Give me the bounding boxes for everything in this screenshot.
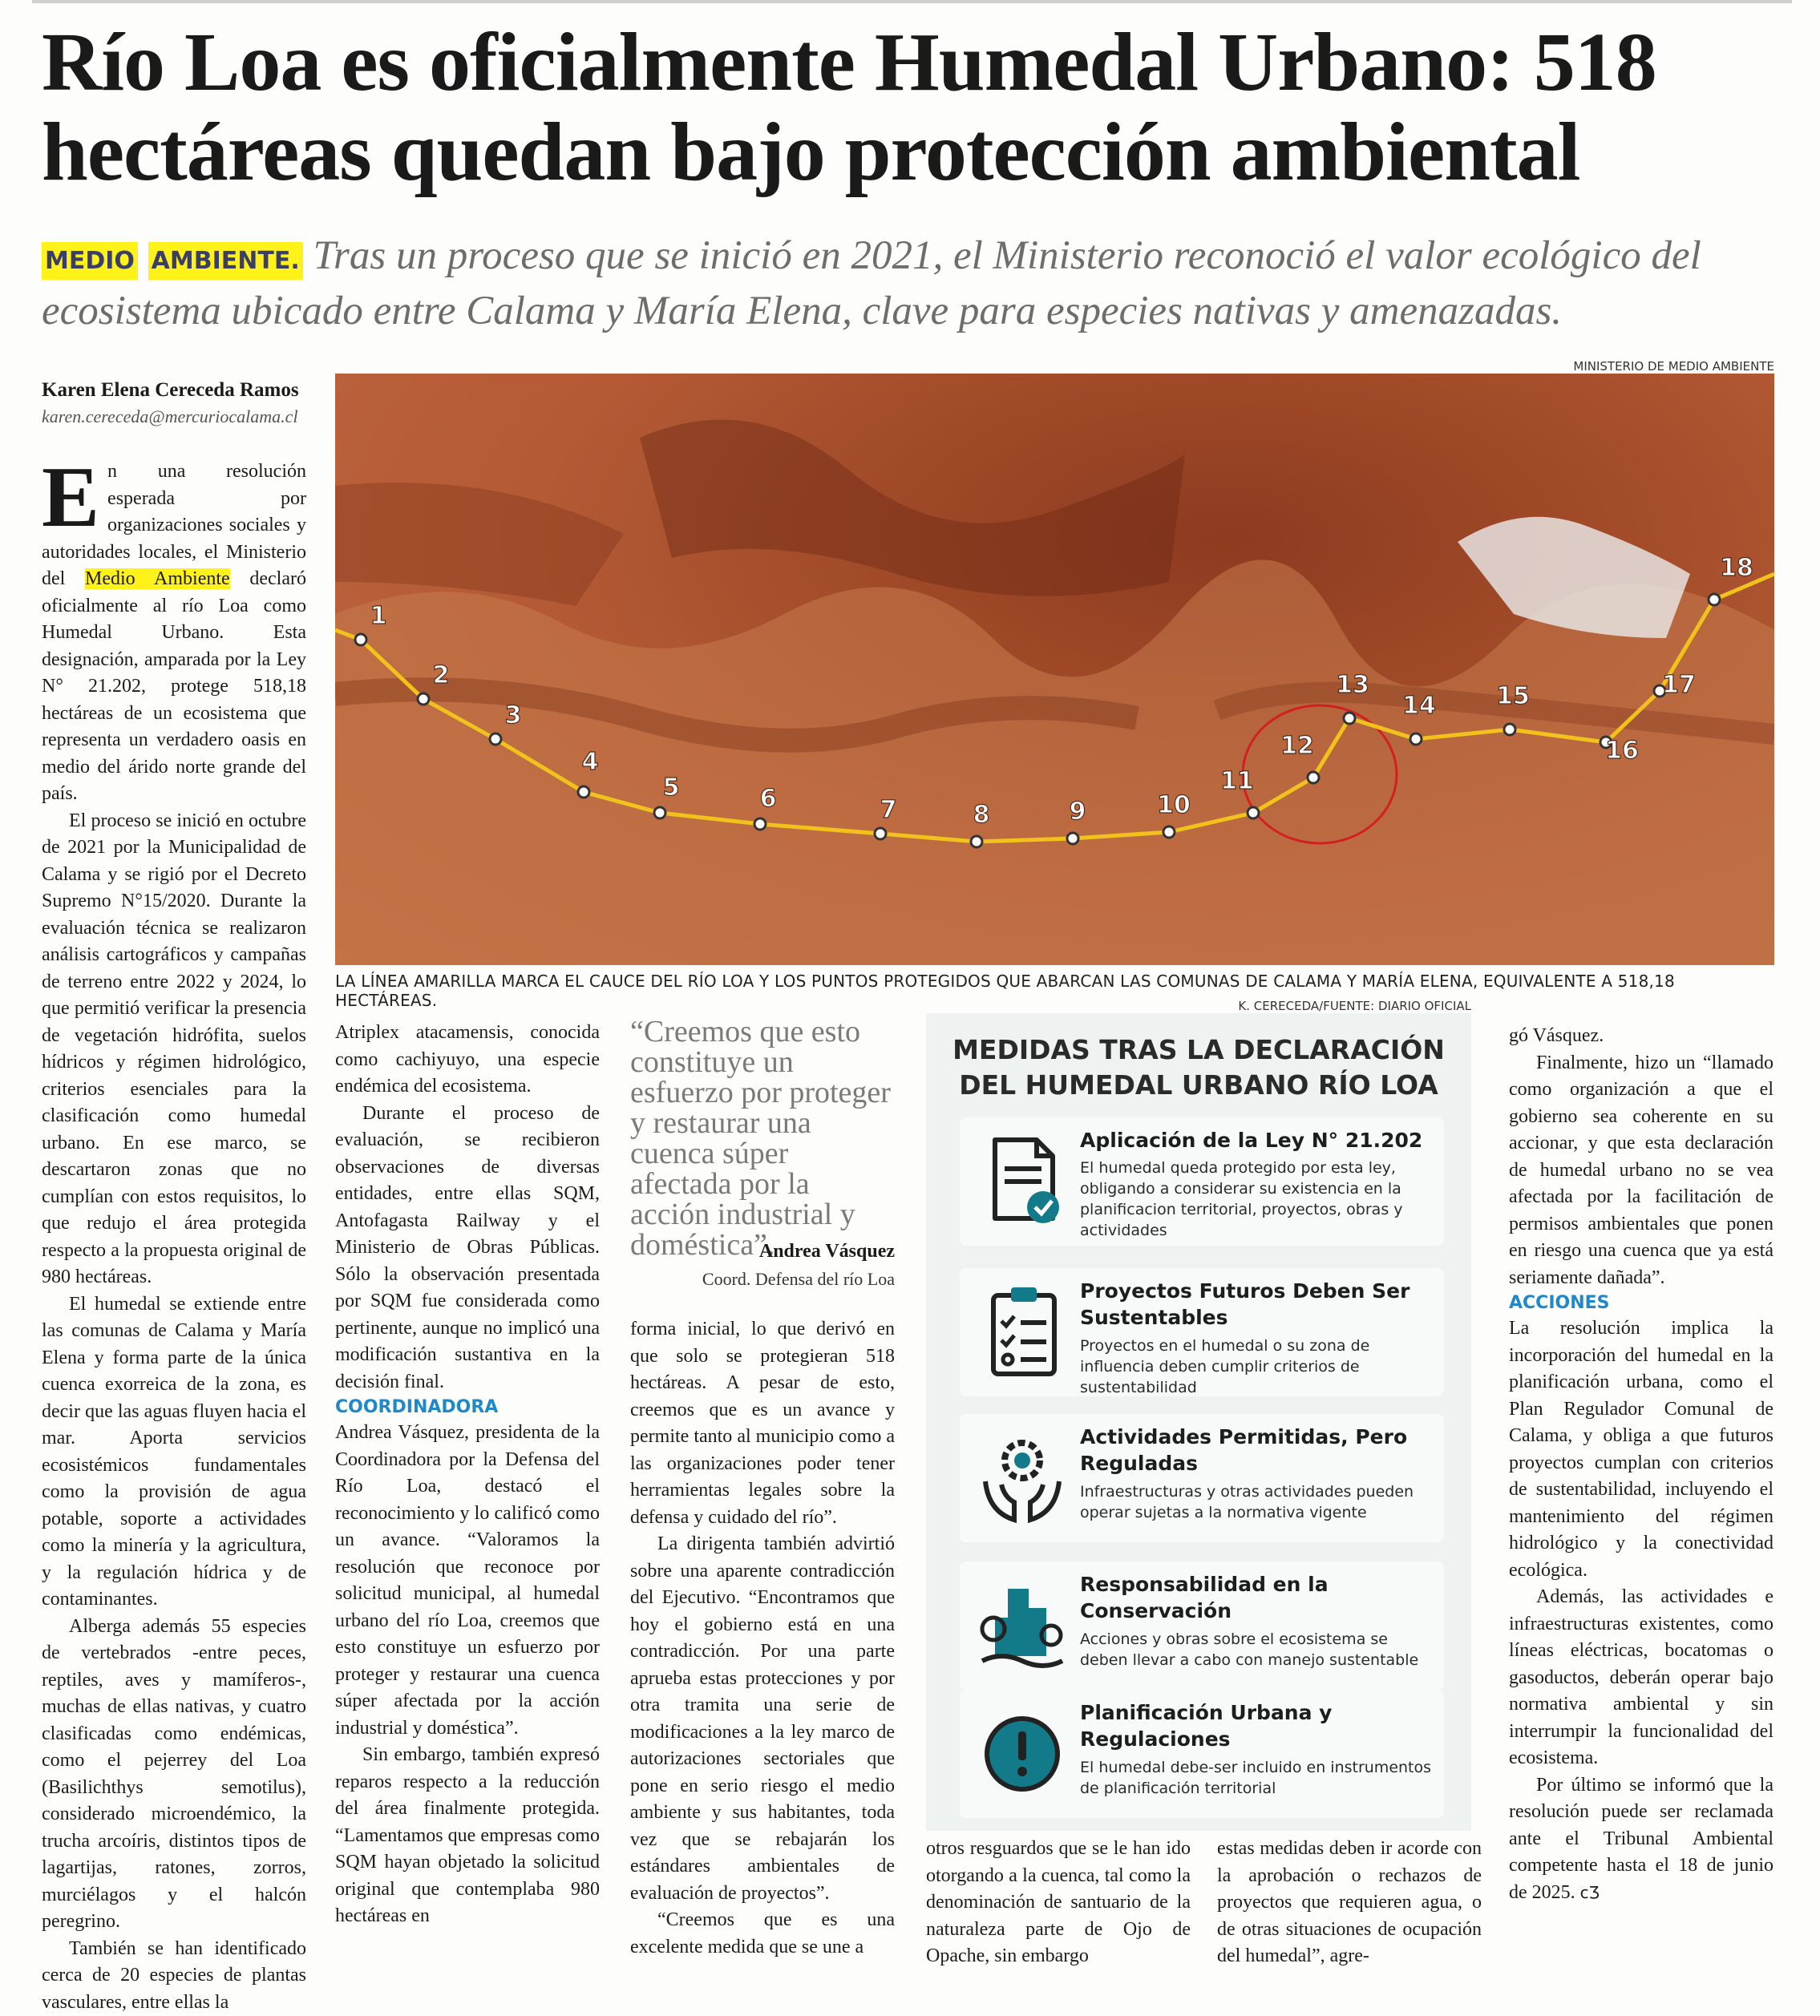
map-point-marker	[1344, 713, 1355, 724]
item-title: Aplicación de la Ley N° 21.202	[1080, 1127, 1433, 1153]
map-point-label: 3	[505, 701, 522, 729]
item-title: Proyectos Futuros Deben Ser Sustentables	[1080, 1278, 1433, 1331]
column-4	[926, 1836, 1191, 1964]
quote-author: Andrea Vásquez	[630, 1241, 895, 1263]
author-email: karen.cereceda@mercuriocalama.cl	[42, 404, 314, 430]
text-run: declaró oficialmente al río Loa como Humedal Urbano. Esta designación, amparada por la Ley N° 21.202, protege 518,18 hectáreas de un ecosistema que representa un verdadero oasis en medio del árido norte grande del país.	[42, 568, 306, 804]
headline: Río Loa es oficialmente Humedal Urbano: 518 hectáreas quedan bajo protección ambiental	[42, 18, 1790, 197]
end-mark: ᴄƷ	[1580, 1883, 1600, 1902]
item-description: El humedal debe-ser incluido en instrumentos de planificación territorial	[1080, 1757, 1433, 1799]
map-point-marker	[1067, 833, 1078, 844]
infobox-credit: K. CERECEDA/FUENTE: DIARIO OFICIAL	[926, 999, 1471, 1013]
section-tag-medio: MEDIO	[42, 242, 138, 280]
paragraph	[1509, 1772, 1773, 1907]
paragraph: El proceso se inició en octubre de 2021 por la Municipalidad de Calama y se rigió por el Decreto Supremo N°15/2020. Durante la evaluación técnica se realizaron análisis cartográficos y campañas de terreno entre 2022 y 2024, lo que permitió verificar la presencia de vegetación hidrófita, suelos hídricos y régimen hidrológico, criterios esenciales para la clasificación como humedal urbano. En ese marco, se descartaron zonas que no cumplían con estos requisitos, lo que redujo el área protegida respecto a la propuesta original de 980 hectáreas.	[42, 808, 306, 1291]
item-description: Infraestructuras y otras actividades pueden operar sujetas a la normativa vigente	[1080, 1481, 1433, 1523]
map-point-marker	[1308, 772, 1319, 783]
item-description: El humedal queda protegido por esta ley, obligando a considerar su existencia en la planificacion territorial, proyectos, obras y actividades	[1080, 1157, 1433, 1241]
paragraph: Sin embargo, también expresó reparos respecto a la reducción del área finalmente protegida. “Lamentamos que empresas como SQM hayan objetado la solicitud original que contemplaba 980 hectáreas en	[335, 1742, 600, 1930]
map-point-marker	[654, 807, 665, 818]
paragraph: También se han identificado cerca de 20 especies de plantas vasculares, entre ellas la	[42, 1936, 306, 2016]
map-point-marker	[971, 836, 982, 847]
infobox-item	[960, 1690, 1444, 1818]
paragraph: Alberga además 55 especies de vertebrados -entre peces, reptiles, aves y mamíferos-, muchas de ellas nativas, y cuatro clasificadas como endémicas, como el pejerrey del Loa (Basilichthys semotilus), considerado microendémico, la trucha arcoíris, distintos tipos de lagartijas, ratones, zorros, murciélagos y el halcón peregrino.	[42, 1614, 306, 1936]
map-point-marker	[1410, 733, 1422, 745]
highlighted-term: Medio Ambiente	[85, 568, 230, 589]
paragraph: otros resguardos que se le han ido otorgando a la cuenca, tal como la denominación de santuario de la naturaleza parte de Ojo de Opache, sin embargo	[926, 1836, 1191, 1970]
item-title: Responsabilidad en la Conservación	[1080, 1571, 1433, 1624]
map-point-label: 15	[1496, 682, 1530, 710]
infobox	[926, 1013, 1471, 1831]
map-point-label: 18	[1720, 554, 1753, 582]
column-2	[335, 1020, 600, 1965]
checklist-icon	[977, 1279, 1067, 1384]
infobox-item	[960, 1414, 1444, 1542]
kicker	[42, 231, 1790, 336]
paragraph: Además, las actividades e infraestructuras existentes, como líneas eléctricas, bocatomas o gasoductos, deberán operar bajo normativa ambiental y sin interrumpir la funcionalidad del ecosistema.	[1509, 1584, 1773, 1772]
infobox-item	[960, 1561, 1444, 1690]
item-title: Planificación Urbana y Regulaciones	[1080, 1699, 1433, 1752]
paragraph: La dirigenta también advirtió sobre una aparente contradicción del Ejecutivo. “Encontramos que hoy el gobierno está en una contradicción. Por una parte aprueba estas protecciones y por otra tramita una serie de modificaciones a la ley marco de autorizaciones sectoriales que pone en serio riesgo el medio ambiente y sus habitantes, toda vez que se rebajarán los estándares ambientales de evaluación de proyectos”.	[630, 1531, 895, 1907]
map-point-label: 13	[1336, 671, 1369, 699]
pull-quote: “Creemos que esto constituye un esfuerzo por proteger y restaurar una cuenca súper afectada por la acción industrial y doméstica”.	[630, 1016, 895, 1260]
author-name: Karen Elena Cereceda Ramos	[42, 377, 314, 404]
map-caption: LA LÍNEA AMARILLA MARCA EL CAUCE DEL RÍO LOA Y LOS PUNTOS PROTEGIDOS QUE ABARCAN LAS COMUNAS DE CALAMA Y MARÍA ELENA, EQUIVALENTE A 518,18 HECTÁREAS.	[335, 972, 1774, 1010]
map-point-label: 6	[760, 785, 777, 813]
map-point-label: 10	[1157, 791, 1191, 819]
map-point-label: 16	[1605, 737, 1639, 765]
map-point-label: 7	[880, 796, 897, 824]
map-point-label: 1	[370, 602, 387, 630]
quote-role: Coord. Defensa del río Loa	[630, 1269, 895, 1290]
map-point-label: 12	[1280, 732, 1314, 760]
column-1	[42, 459, 306, 1965]
text-run: n una resolución esperada por organizaciones sociales y autoridades locales, el Ministerio del	[42, 461, 306, 589]
paragraph: estas medidas deben ir acorde con la aprobación o rechazos de proyectos que requieren agua, o de otras situaciones de ocupación del humedal”, agre-	[1217, 1836, 1482, 1970]
section-tag-ambiente: AMBIENTE.	[148, 242, 303, 280]
infobox-title: MEDIDAS TRAS LA DECLARACIÓN DEL HUMEDAL URBANO RÍO LOA	[926, 1032, 1471, 1103]
byline	[42, 377, 314, 430]
column-5	[1217, 1836, 1482, 1964]
top-rule	[32, 0, 1792, 3]
item-title: Actividades Permitidas, Pero Reguladas	[1080, 1424, 1433, 1477]
gear-hands-icon	[977, 1425, 1067, 1529]
paragraph: Atriplex atacamensis, conocida como cachiyuyo, una especie endémica del ecosistema.	[335, 1020, 600, 1101]
satellite-map	[335, 374, 1774, 965]
map-credit: MINISTERIO DE MEDIO AMBIENTE	[1555, 359, 1774, 374]
paragraph: El humedal se extiende entre las comunas de Calama y María Elena y forma parte de la única cuenca exorreica de la zona, es decir que las aguas fluyen hacia el mar. Aporta servicios ecosistémicos fundamentales como la provisión de agua potable, soporte a actividades como la minería y la agricultura, y la regulación hídrica y de contaminantes.	[42, 1291, 306, 1614]
paragraph	[42, 459, 306, 808]
map-graphic	[335, 374, 1774, 965]
column-3	[630, 1316, 895, 1965]
subhead-acciones: ACCIONES	[1509, 1291, 1773, 1315]
infobox-item	[960, 1268, 1444, 1396]
map-point-marker	[490, 733, 501, 745]
map-point-label: 2	[433, 661, 450, 689]
map-point-marker	[355, 634, 366, 645]
map-point-marker	[1163, 826, 1175, 838]
paragraph: “Creemos que es una excelente medida que se une a	[630, 1907, 895, 1961]
map-point-marker	[578, 786, 589, 798]
paragraph: Andrea Vásquez, presidenta de la Coordinadora por la Defensa del Río Loa, destacó el reconocimiento y lo calificó como un avance. “Valoramos la resolución que reconoce por solicitud municipal, al humedal urbano del río Loa, creemos que esto constituye un esfuerzo por proteger y restaurar una cuenca súper afectada por la acción industrial y doméstica”.	[335, 1420, 600, 1742]
city-nature-icon	[977, 1573, 1067, 1677]
map-point-label: 9	[1070, 798, 1086, 826]
map-point-marker	[1709, 594, 1720, 605]
column-6	[1509, 1023, 1773, 1969]
map-point-label: 17	[1662, 671, 1696, 699]
map-point-marker	[875, 828, 886, 839]
paragraph: Finalmente, hizo un “llamado como organización a que el gobierno sea coherente en su accionar, y que esta declaración de humedal urbano no se vea afectada por la facilitación de permisos ambientales que ponen en riesgo una cuenca que ya está seriamente dañada”.	[1509, 1050, 1773, 1292]
document-check-icon	[977, 1129, 1067, 1233]
alert-icon	[977, 1701, 1067, 1805]
subhead-coordinadora: COORDINADORA	[335, 1396, 600, 1420]
map-point-label: 14	[1402, 692, 1436, 720]
map-point-marker	[1248, 807, 1259, 818]
drop-cap: E	[42, 463, 99, 532]
map-point-label: 4	[582, 748, 599, 776]
item-description: Proyectos en el humedal o su zona de influencia deben cumplir criterios de sustentabilidad	[1080, 1335, 1433, 1398]
paragraph: forma inicial, lo que derivó en que solo se protegieran 518 hectáreas. A pesar de esto, creemos que es un avance y permite tanto al municipio como a las organizaciones poder tener herramientas legales sobre la defensa y cuidado del río”.	[630, 1316, 895, 1531]
map-point-label: 11	[1220, 767, 1254, 795]
kicker-text: Tras un proceso que se inició en 2021, el Ministerio reconoció el valor ecológico del ecosistema ubicado entre Calama y María Elena, clave para especies nativas y amenazadas.	[42, 233, 1701, 333]
item-description: Acciones y obras sobre el ecosistema se deben llevar a cabo con manejo sustentable	[1080, 1629, 1433, 1671]
infobox-item	[960, 1117, 1444, 1246]
map-point-marker	[1504, 724, 1515, 735]
map-point-label: 8	[973, 801, 990, 829]
paragraph: La resolución implica la incorporación del humedal en la planificación urbana, como el Plan Regulador Comunal de Calama, y obliga a que futuros proyectos cumplan con criterios de sustentabilidad, incluyendo el mantenimiento del régimen hidrológico y la conectividad ecológica.	[1509, 1315, 1773, 1584]
paragraph: Durante el proceso de evaluación, se recibieron observaciones de diversas entidades, entre ellas SQM, Antofagasta Railway y el Ministerio de Obras Públicas. Sólo la observación presentada por SQM fue considerada como pertinente, aunque no implicó una modificación sustantiva en la decisión final.	[335, 1101, 600, 1396]
text-run: Por último se informó que la resolución puede ser reclamada ante el Tribunal Ambiental competente hasta el 18 de junio de 2025.	[1509, 1775, 1773, 1903]
map-point-marker	[418, 693, 429, 705]
paragraph: gó Vásquez.	[1509, 1023, 1773, 1050]
map-point-label: 5	[663, 774, 680, 802]
map-point-marker	[754, 818, 766, 830]
